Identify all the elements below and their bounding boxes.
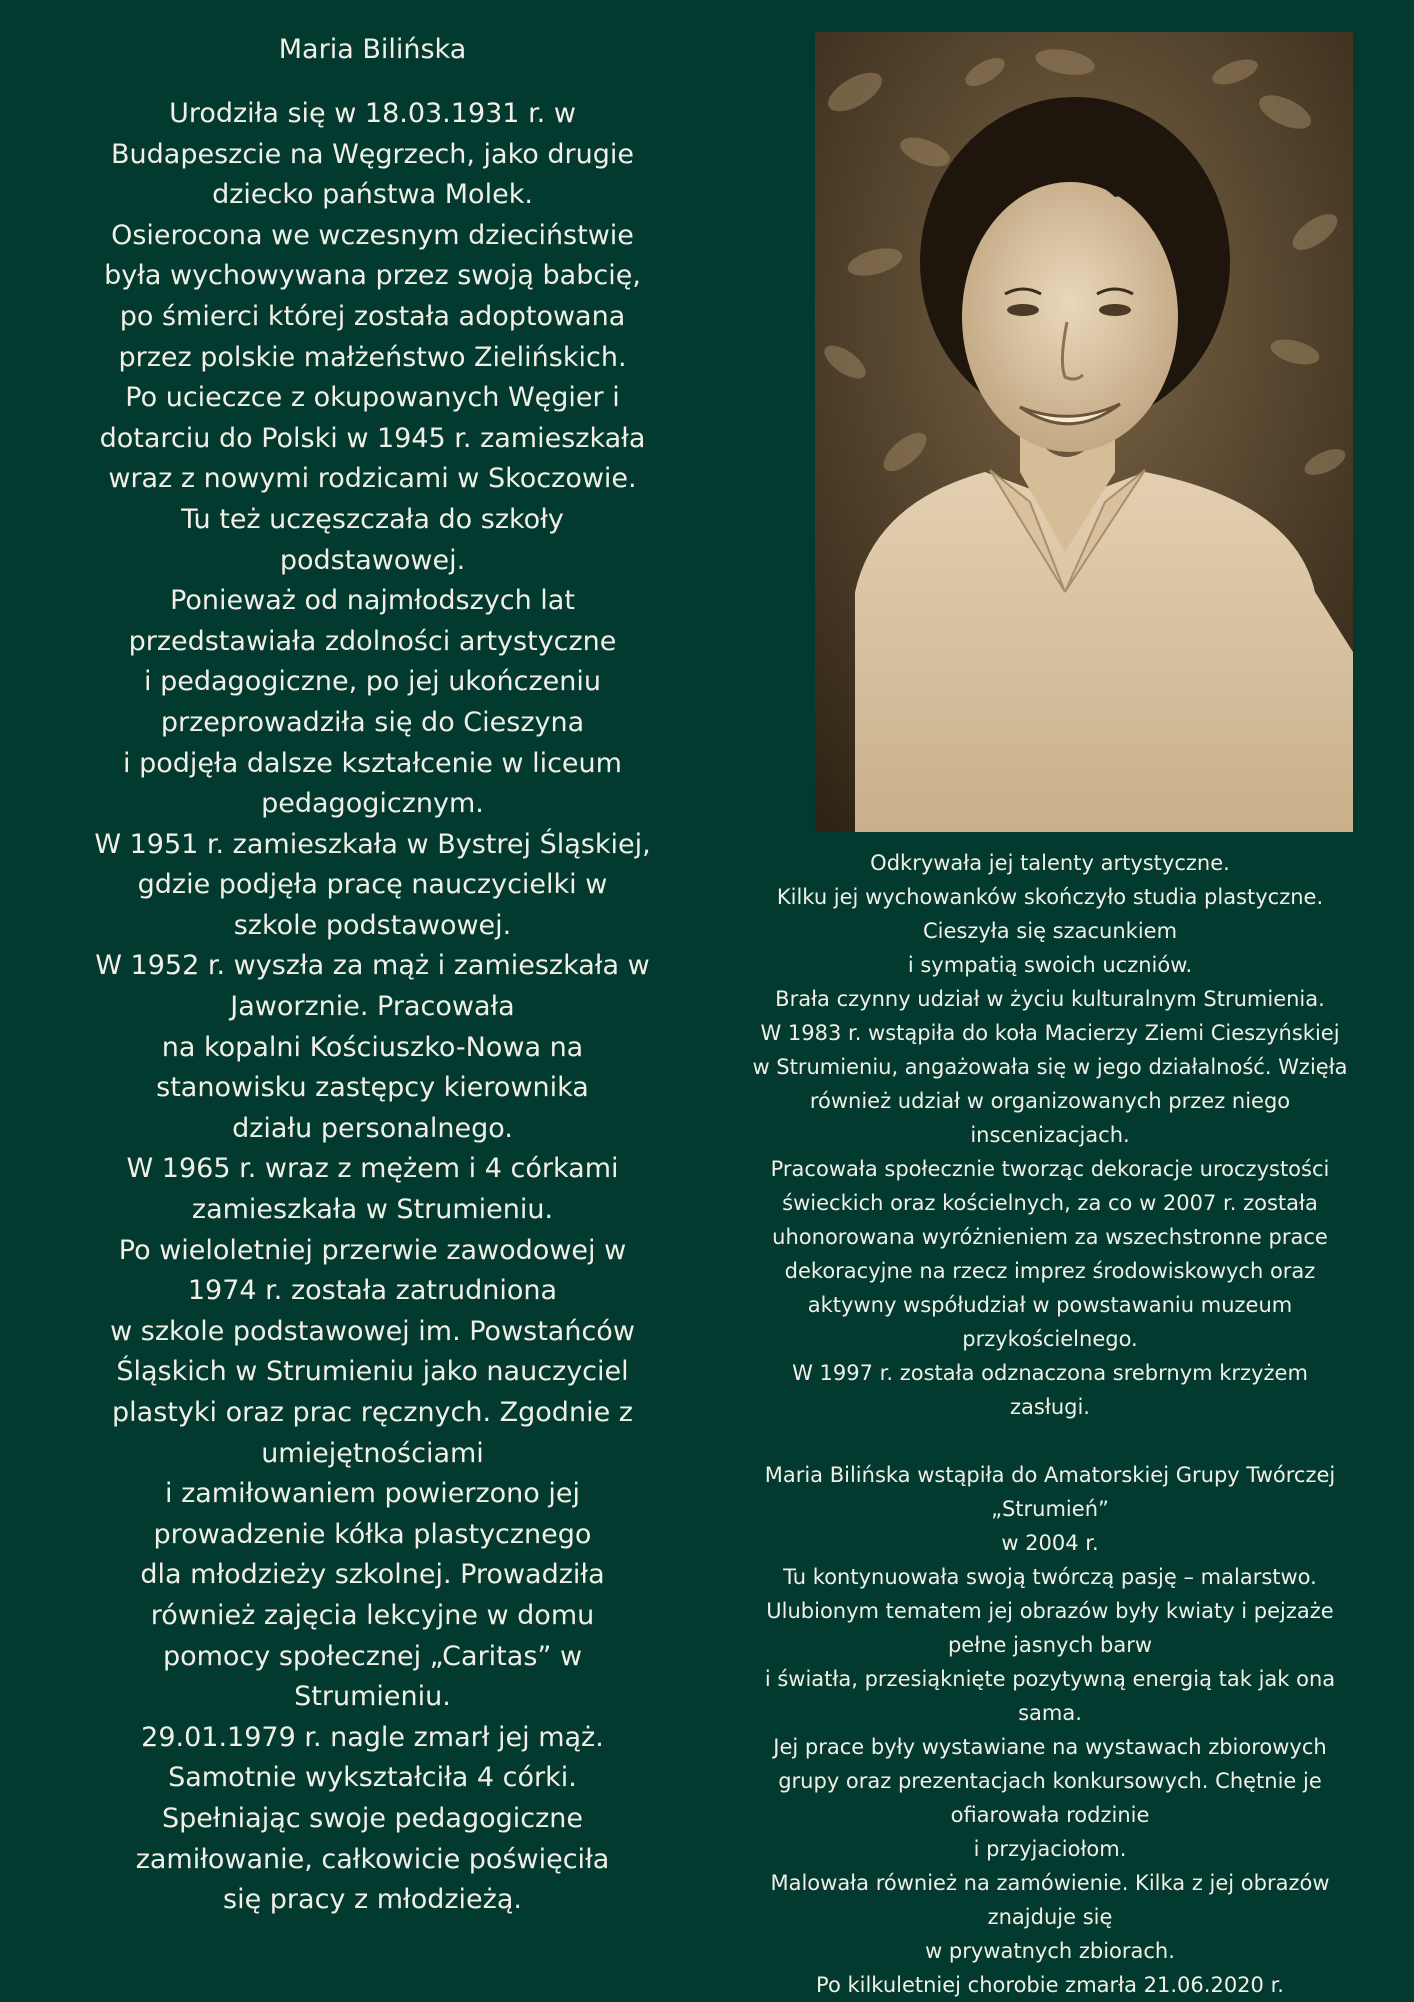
text-line: Pracowała społecznie tworząc dekoracje uroczystości — [770, 1157, 1330, 1181]
text-line: Spełniając swoje pedagogiczne — [161, 1802, 584, 1834]
text-line — [715, 1424, 1385, 1458]
text-line: zasługi. — [1010, 1395, 1090, 1419]
text-line: również udział w organizowanych przez niego — [809, 1089, 1291, 1113]
text-line: wraz z nowymi rodzicami w Skoczowie. — [108, 463, 637, 495]
text-line: Ulubionym tematem jej obrazów były kwiaty i pejzaże — [766, 1599, 1334, 1623]
text-line: Po kilkuletniej chorobie zmarła 21.06.2020 r. — [816, 1973, 1284, 1997]
text-line: Kilku jej wychowanków skończyło studia plastyczne. — [776, 885, 1324, 909]
text-line: przeprowadziła się do Cieszyna — [160, 706, 585, 738]
text-line: znajduje się — [987, 1905, 1113, 1929]
text-line: Osierocona we wczesnym dzieciństwie — [111, 219, 634, 251]
text-line: i pedagogiczne, po jej ukończeniu — [144, 666, 601, 698]
text-line: sama. — [1018, 1701, 1082, 1725]
text-line: po śmierci której została adoptowana — [119, 300, 626, 332]
text-line: w szkole podstawowej im. Powstańców — [110, 1315, 635, 1347]
text-line: Ponieważ od najmłodszych lat — [170, 585, 575, 617]
text-line: W 1997 r. została odznaczona srebrnym krzyżem — [792, 1361, 1308, 1385]
text-line: również zajęcia lekcyjne w domu — [150, 1599, 595, 1631]
text-line: była wychowywana przez swoją babcię, — [104, 260, 641, 292]
text-line: i zamiłowaniem powierzono jej — [164, 1478, 580, 1510]
portrait-photo — [815, 32, 1353, 832]
text-line: aktywny współudział w powstawaniu muzeum — [807, 1293, 1293, 1317]
text-line: Tu kontynuowała swoją twórczą pasję – malarstwo. — [783, 1565, 1317, 1589]
text-line: Po wieloletniej przerwie zawodowej w — [118, 1234, 627, 1266]
text-line: szkole podstawowej. — [233, 909, 512, 941]
text-line: dla młodzieży szkolnej. Prowadziła — [140, 1559, 605, 1591]
text-line: Brała czynny udział w życiu kulturalnym Strumienia. — [775, 987, 1325, 1011]
biography-text-right — [715, 846, 1385, 2002]
text-line: stanowisku zastępcy kierownika — [156, 1072, 589, 1104]
text-line: prowadzenie kółka plastycznego — [153, 1518, 592, 1550]
text-line: przez polskie małżeństwo Zielińskich. — [118, 341, 627, 373]
text-line: dotarciu do Polski w 1945 r. zamieszkała — [99, 422, 646, 454]
text-line: umiejętnościami — [261, 1437, 484, 1469]
text-line: 1974 r. została zatrudniona — [187, 1275, 558, 1307]
page-title: Maria Bilińska — [278, 34, 467, 65]
text-line: Strumieniu. — [294, 1681, 451, 1713]
text-line: dekoracyjne na rzecz imprez środowiskowych oraz — [784, 1259, 1316, 1283]
text-line: uhonorowana wyróżnieniem za wszechstronne prace — [772, 1225, 1328, 1249]
biography-text-left — [80, 94, 665, 1921]
text-line: i sympatią swoich uczniów. — [907, 953, 1193, 977]
text-line: „Strumień” — [991, 1497, 1109, 1521]
text-line: plastyki oraz prac ręcznych. Zgodnie z — [112, 1397, 633, 1428]
text-line: Budapeszcie na Węgrzech, jako drugie — [111, 138, 634, 170]
text-line: W 1951 r. zamieszkała w Bystrej Śląskiej, — [94, 828, 651, 860]
text-line: Maria Bilińska wstąpiła do Amatorskiej Grupy Twórczej — [764, 1463, 1336, 1487]
text-line: pełne jasnych barw — [947, 1633, 1153, 1657]
text-line: ofiarowała rodzinie — [950, 1803, 1150, 1827]
text-line: Po ucieczce z okupowanych Węgier i — [125, 382, 620, 414]
text-line: przedstawiała zdolności artystyczne — [128, 625, 617, 657]
text-line: przykościelnego. — [962, 1327, 1138, 1351]
text-line: świeckich oraz kościelnych, za co w 2007 r. została — [782, 1191, 1318, 1215]
text-line: Urodziła się w 18.03.1931 r. w — [169, 98, 576, 129]
text-line: Jaworznie. Pracowała — [230, 991, 515, 1023]
text-line: zamiłowanie, całkowicie poświęciła — [135, 1843, 610, 1875]
text-line: Samotnie wykształciła 4 córki. — [168, 1762, 577, 1794]
text-line: Śląskich w Strumieniu jako nauczyciel — [116, 1356, 629, 1388]
text-line: Odkrywała jej talenty artystyczne. — [870, 851, 1230, 875]
text-line: działu personalnego. — [232, 1112, 513, 1144]
text-line: gdzie podjęła pracę nauczycielki w — [137, 869, 608, 901]
text-line: i światła, przesiąknięte pozytywną energią tak jak ona — [764, 1667, 1336, 1691]
text-line: pomocy społecznej „Caritas” w — [162, 1640, 583, 1672]
text-line: na kopalni Kościuszko-Nowa na — [161, 1031, 584, 1063]
text-line: Cieszyła się szacunkiem — [922, 919, 1178, 943]
text-line: i podjęła dalsze kształcenie w liceum — [123, 747, 622, 779]
text-line: Malowała również na zamówienie. Kilka z jej obrazów — [770, 1871, 1330, 1895]
text-line: inscenizacjach. — [970, 1123, 1130, 1147]
text-line: i przyjaciołom. — [973, 1837, 1127, 1861]
text-line: W 1965 r. wraz z mężem i 4 córkami — [126, 1153, 619, 1185]
text-line: w 2004 r. — [1001, 1531, 1099, 1555]
text-line: 29.01.1979 r. nagle zmarł jej mąż. — [141, 1721, 604, 1753]
text-line: W 1952 r. wyszła za mąż i zamieszkała w — [95, 950, 650, 982]
text-line: w Strumieniu, angażowała się w jego działalność. Wzięła — [752, 1055, 1348, 1079]
left-column — [80, 30, 665, 1921]
text-line: Jej prace były wystawiane na wystawach zbiorowych — [773, 1735, 1327, 1759]
text-line: W 1983 r. wstąpiła do koła Macierzy Ziemi Cieszyńskiej — [760, 1021, 1340, 1045]
text-line: w prywatnych zbiorach. — [925, 1939, 1175, 1963]
text-line: zamieszkała w Strumieniu. — [191, 1194, 554, 1226]
text-line: pedagogicznym. — [261, 788, 484, 820]
text-line: podstawowej. — [279, 544, 466, 576]
text-line: dziecko państwa Molek. — [212, 179, 533, 211]
portrait-illustration — [815, 32, 1353, 832]
text-line: Tu też uczęszczała do szkoły — [181, 503, 564, 535]
text-line: grupy oraz prezentacjach konkursowych. Chętnie je — [778, 1769, 1322, 1793]
text-line: się pracy z młodzieżą. — [223, 1884, 522, 1916]
right-column — [715, 846, 1385, 2002]
